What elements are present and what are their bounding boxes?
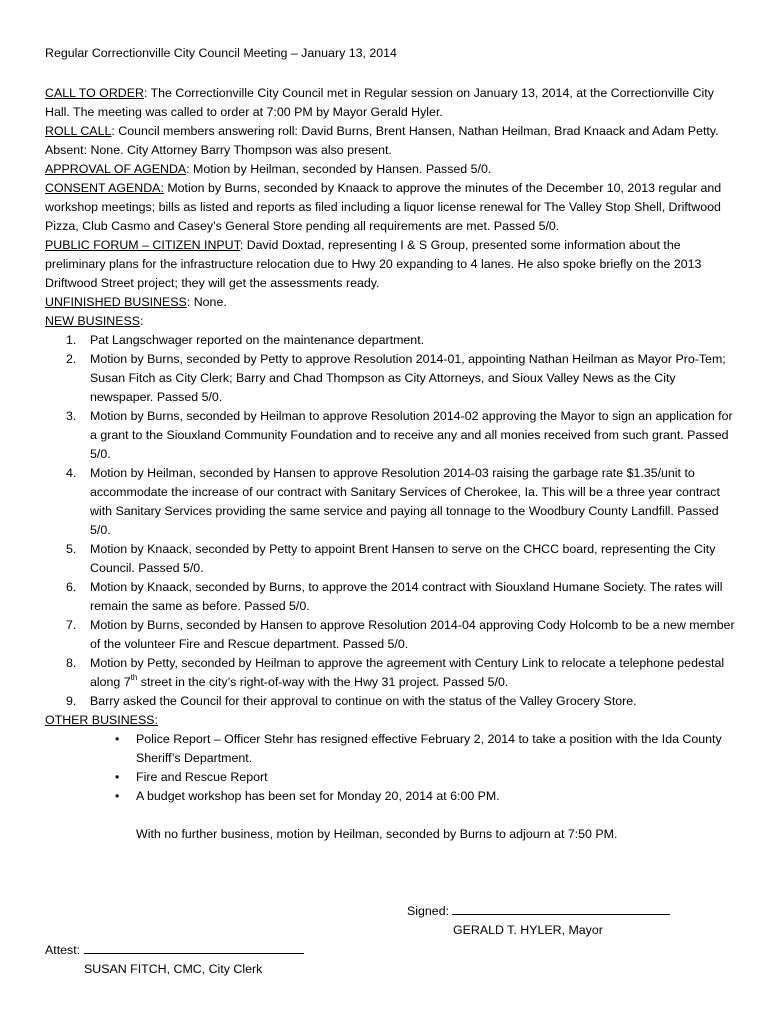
public-forum-paragraph — [45, 236, 735, 293]
bullet-text: Police Report – Officer Stehr has resigned effective February 2, 2014 to take a position with the Ida County Sheriff’s Department. — [136, 732, 722, 765]
item-number: 9. — [66, 694, 77, 708]
unfinished-business-text: : None. — [186, 295, 227, 309]
approval-agenda-heading: APPROVAL OF AGENDA — [45, 162, 187, 176]
mayor-name: GERALD T. HYLER, Mayor — [453, 923, 603, 937]
item-number: 8. — [66, 656, 77, 670]
public-forum-text: : David Doxtad, representing I & S Group, presented some information about the preliminary plans for the infrastructure relocation due to Hwy 20 expanding to 4 lanes. He also spoke briefly on the 2013 Driftwood Street project; they will get the assessments ready. — [45, 238, 702, 290]
list-item — [45, 464, 735, 540]
new-business-heading: NEW BUSINESS — [45, 314, 141, 328]
call-to-order-text: : The Correctionville City Council met in Regular session on January 13, 2014, at the Correctionville City Hall. The meeting was called to order at 7:00 PM by Mayor Gerald Hyler. — [45, 86, 714, 119]
clerk-name: SUSAN FITCH, CMC, City Clerk — [84, 962, 263, 976]
item-text: Motion by Burns, seconded by Heilman to approve Resolution 2014-02 approving the Mayor to sign an application for a grant to the Siouxland Community Foundation and to receive any and all monies received from such grant. Passed 5/0. — [90, 409, 733, 461]
item-number: 4. — [66, 466, 77, 480]
bullet-text: A budget workshop has been set for Monday 20, 2014 at 6:00 PM. — [136, 789, 500, 803]
item-text: Motion by Burns, seconded by Petty to approve Resolution 2014-01, appointing Nathan Heilman as Mayor Pro-Tem; Susan Fitch as City Clerk; Barry and Chad Thompson as City Attorneys, and Sioux Valley News as the City newspaper. Passed 5/0. — [90, 352, 726, 404]
ordinal-suffix: th — [130, 673, 138, 682]
item-text: Motion by Burns, seconded by Hansen to approve Resolution 2014-04 approving Cody Holcomb to be a new member of the volunteer Fire and Rescue department. Passed 5/0. — [90, 618, 735, 651]
other-business-heading: OTHER BUSINESS: — [45, 713, 158, 727]
attest-signature-line — [45, 941, 304, 960]
bullet-icon: • — [115, 770, 120, 784]
item-text: Motion by Heilman, seconded by Hansen to approve Resolution 2014-03 raising the garbage rate $1.35/unit to accommodate the increase of our contract with Sanitary Services of Cherokee, Ia. This will be a three year contract with Sanitary Services providing the same service and paying all tonnage to the Woodbury County Landfill. Passed 5/0. — [90, 466, 720, 537]
list-item — [45, 692, 735, 711]
attest-blank — [84, 941, 304, 954]
bullet-item — [45, 730, 735, 768]
call-to-order-heading: CALL TO ORDER — [45, 86, 144, 100]
item-number: 6. — [66, 580, 77, 594]
item-text: Motion by Knaack, seconded by Petty to appoint Brent Hansen to serve on the CHCC board, representing the City Council. Passed 5/0. — [90, 542, 716, 575]
roll-call-text: : Council members answering roll: David Burns, Brent Hansen, Nathan Heilman, Brad Knaack and Adam Petty. Absent: None. City Attorney Barry Thompson was also present. — [45, 124, 719, 157]
signature-blank — [452, 902, 670, 915]
consent-agenda-paragraph — [45, 179, 735, 236]
bullet-item — [45, 768, 735, 787]
list-item — [45, 407, 735, 464]
unfinished-business-paragraph — [45, 293, 735, 312]
bullet-item — [45, 787, 735, 806]
signed-label: Signed: — [407, 904, 453, 918]
roll-call-paragraph — [45, 122, 735, 160]
document-title: Regular Correctionville City Council Meeting – January 13, 2014 — [45, 46, 397, 60]
roll-call-heading: ROLL CALL — [45, 124, 112, 138]
list-item — [45, 616, 735, 654]
list-item — [45, 578, 735, 616]
public-forum-heading: PUBLIC FORUM – CITIZEN INPUT — [45, 238, 240, 252]
bullet-icon: • — [115, 732, 120, 746]
item-number: 3. — [66, 409, 77, 423]
new-business-heading-line — [45, 312, 735, 331]
mayor-signature-line — [407, 902, 670, 921]
list-item — [45, 331, 735, 350]
approval-agenda-paragraph — [45, 160, 735, 179]
attest-label: Attest: — [45, 943, 84, 957]
approval-agenda-text: : Motion by Heilman, seconded by Hansen. Passed 5/0. — [186, 162, 492, 176]
item-number: 7. — [66, 618, 77, 632]
item-text: Motion by Knaack, seconded by Burns, to approve the 2014 contract with Siouxland Humane Society. The rates will remain the same as before. Passed 5/0. — [90, 580, 723, 613]
item-text: Pat Langschwager reported on the maintenance department. — [90, 333, 425, 347]
list-item — [45, 350, 735, 407]
new-business-suffix: : — [140, 314, 144, 328]
list-item — [45, 540, 735, 578]
item-text-part1: Motion by Petty, seconded by Heilman to approve the agreement with Century Link to relocate a telephone pedestal along 7 — [90, 656, 725, 689]
item-number: 1. — [66, 333, 77, 347]
item-number: 5. — [66, 542, 77, 556]
consent-agenda-heading: CONSENT AGENDA: — [45, 181, 164, 195]
unfinished-business-heading: UNFINISHED BUSINESS — [45, 295, 187, 309]
bullet-icon: • — [115, 789, 120, 803]
item-text-part2: street in the city’s right-of-way with the Hwy 31 project. Passed 5/0. — [137, 675, 509, 689]
item-number: 2. — [66, 352, 77, 366]
call-to-order-paragraph — [45, 84, 735, 122]
bullet-text: Fire and Rescue Report — [136, 770, 268, 784]
adjourn-statement: With no further business, motion by Heilman, seconded by Burns to adjourn at 7:50 PM. — [136, 827, 618, 841]
other-business-list — [45, 730, 735, 806]
other-business-heading-line — [45, 711, 735, 730]
item-text: Barry asked the Council for their approval to continue on with the status of the Valley Grocery Store. — [90, 694, 637, 708]
new-business-list — [45, 331, 735, 711]
consent-agenda-text: Motion by Burns, seconded by Knaack to approve the minutes of the December 10, 2013 regular and workshop meetings; bills as listed and reports as filed including a liquor license renewal for The Valley Stop Shell, Driftwood Pizza, Club Casmo and Casey’s General Store pending all requirements are met. Passed 5/0. — [45, 181, 722, 233]
minutes-body — [45, 84, 735, 844]
list-item — [45, 654, 735, 692]
